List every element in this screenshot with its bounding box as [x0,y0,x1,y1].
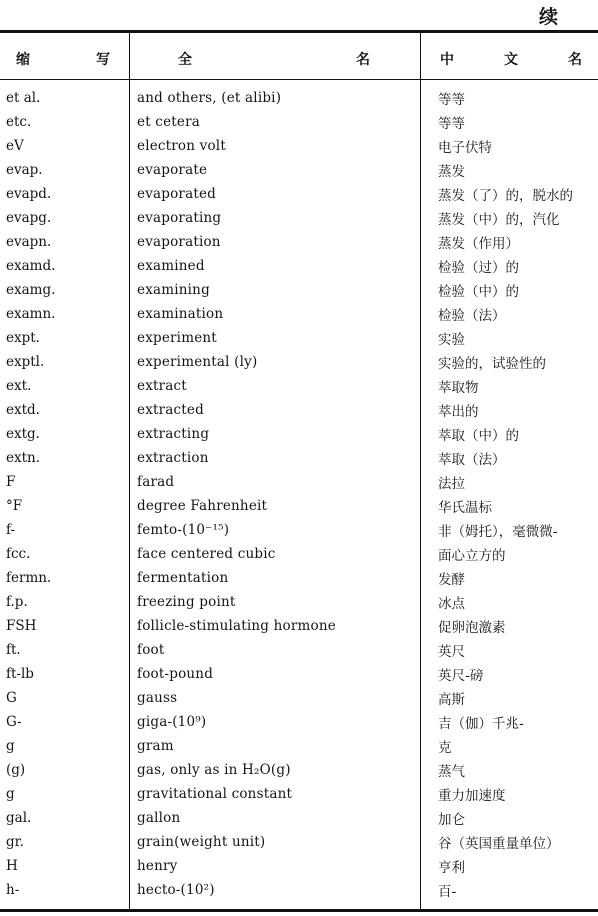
table-row [0,134,598,158]
abbreviation-cell: g [6,786,15,802]
full-name-cell: henry [137,858,178,874]
abbreviation-cell: H [6,858,18,874]
table-row [0,254,598,278]
chinese-name-cell: 等等 [438,92,465,108]
full-name-cell: extraction [137,450,209,466]
table-row [0,878,598,902]
abbreviation-cell: examn. [6,306,56,322]
abbreviation-cell: f- [6,522,16,538]
chinese-name-cell: 萃出的 [438,404,479,420]
chinese-name-cell: 英尺-磅 [438,668,484,684]
chinese-name-cell: 高斯 [438,692,465,708]
full-name-cell: gallon [137,810,181,826]
full-name-cell: farad [137,474,175,490]
table-row [0,806,598,830]
chinese-name-cell: 华氏温标 [438,500,492,516]
full-name-cell: extract [137,378,187,394]
table-row [0,422,598,446]
full-name-cell: evaporation [137,234,221,250]
abbreviation-cell: etc. [6,114,32,130]
full-name-cell: and others, (et alibi) [137,90,282,106]
chinese-name-cell: 百- [438,884,457,900]
chinese-name-cell: 检验（法） [438,308,506,324]
full-name-cell: examined [137,258,205,274]
abbreviation-cell: G [6,690,17,706]
chinese-name-cell: 蒸发（中）的，汽化 [438,212,560,228]
full-name-cell: evaporated [137,186,216,202]
table-row [0,326,598,350]
chinese-name-cell: 蒸发 [438,164,465,180]
full-name-cell: et cetera [137,114,200,130]
table-row [0,854,598,878]
table-row [0,710,598,734]
chinese-name-cell: 检验（过）的 [438,260,519,276]
full-name-cell: foot [137,642,165,658]
table-row [0,86,598,110]
table-row [0,350,598,374]
table-row [0,590,598,614]
chinese-name-cell: 非（姆托），毫微微- [438,524,558,540]
table-row [0,614,598,638]
chinese-name-cell: 检验（中）的 [438,284,519,300]
abbreviation-cell: ext. [6,378,32,394]
abbreviation-cell: ft. [6,642,21,658]
full-name-cell: evaporating [137,210,222,226]
chinese-name-cell: 萃取（法） [438,452,506,468]
full-name-cell: fermentation [137,570,229,586]
chinese-name-cell: 蒸气 [438,764,465,780]
abbreviation-cell: fcc. [6,546,31,562]
table-bottom-rule [0,909,598,912]
abbreviation-cell: F [6,474,16,490]
abbreviation-cell: exptl. [6,354,45,370]
abbreviation-cell: fermn. [6,570,52,586]
table-row [0,374,598,398]
chinese-name-cell: 电子伏特 [438,140,492,156]
full-name-cell: degree Fahrenheit [137,498,268,514]
full-name-cell: extracted [137,402,204,418]
full-name-cell: experiment [137,330,217,346]
header-rule [0,79,598,80]
header-abbr-char-2: 写 [96,52,110,68]
table-body [0,86,598,902]
abbreviation-cell: extn. [6,450,41,466]
table-row [0,782,598,806]
full-name-cell: examining [137,282,210,298]
table-row [0,278,598,302]
abbreviation-cell: examg. [6,282,56,298]
chinese-name-cell: 加仑 [438,812,465,828]
table-row [0,230,598,254]
table-row [0,542,598,566]
chinese-name-cell: 实验 [438,332,465,348]
chinese-name-cell: 面心立方的 [438,548,506,564]
table-row [0,566,598,590]
abbreviation-cell: ft-lb [6,666,34,682]
abbreviation-cell: °F [6,498,23,514]
table-row [0,110,598,134]
chinese-name-cell: 英尺 [438,644,465,660]
chinese-name-cell: 发酵 [438,572,465,588]
abbreviation-cell: f.p. [6,594,28,610]
full-name-cell: gas, only as in H₂O(g) [137,762,291,778]
header-cn-char-1: 中 [440,52,454,68]
abbreviation-cell: FSH [6,618,37,634]
header-abbr-char-1: 缩 [16,52,30,68]
abbreviation-cell: extd. [6,402,40,418]
abbreviation-cell: evap. [6,162,43,178]
header-full-char-2: 名 [356,52,370,68]
header-full-char-1: 全 [178,52,192,68]
full-name-cell: follicle-stimulating hormone [137,618,336,634]
chinese-name-cell: 亨利 [438,860,465,876]
full-name-cell: face centered cubic [137,546,276,562]
full-name-cell: femto-(10⁻¹⁵) [137,522,230,538]
abbreviation-cell: evapg. [6,210,52,226]
full-name-cell: electron volt [137,138,226,154]
table-row [0,182,598,206]
abbreviation-cell: (g) [6,762,26,778]
full-name-cell: experimental (ly) [137,354,258,370]
abbreviation-cell: extg. [6,426,40,442]
table-row [0,494,598,518]
full-name-cell: gravitational constant [137,786,293,802]
full-name-cell: hecto-(10²) [137,882,215,898]
abbreviation-cell: G- [6,714,22,730]
table-row [0,638,598,662]
abbreviation-cell: evapn. [6,234,52,250]
abbreviation-cell: h- [6,882,20,898]
chinese-name-cell: 促卵泡激素 [438,620,506,636]
table-row [0,830,598,854]
abbreviation-cell: evapd. [6,186,52,202]
header-cn-char-3: 名 [568,52,582,68]
chinese-name-cell: 等等 [438,116,465,132]
table-top-rule [0,30,598,33]
table-row [0,158,598,182]
chinese-name-cell: 蒸发（了）的，脱水的 [438,188,573,204]
full-name-cell: examination [137,306,224,322]
full-name-cell: grain(weight unit) [137,834,266,850]
table-row [0,446,598,470]
full-name-cell: foot-pound [137,666,214,682]
table-row [0,470,598,494]
full-name-cell: evaporate [137,162,208,178]
chinese-name-cell: 重力加速度 [438,788,506,804]
table-row [0,686,598,710]
header-cn-char-2: 文 [504,52,518,68]
abbreviation-cell: g [6,738,15,754]
full-name-cell: gram [137,738,174,754]
abbreviation-cell: gr. [6,834,24,850]
full-name-cell: extracting [137,426,210,442]
abbreviation-cell: et al. [6,90,41,106]
abbreviation-cell: gal. [6,810,32,826]
table-row [0,734,598,758]
abbreviation-cell: eV [6,138,24,154]
chinese-name-cell: 法拉 [438,476,465,492]
table-row [0,206,598,230]
chinese-name-cell: 克 [438,740,452,756]
chinese-name-cell: 萃取（中）的 [438,428,519,444]
table-row [0,758,598,782]
chinese-name-cell: 实验的，试验性的 [438,356,546,372]
full-name-cell: freezing point [137,594,236,610]
continuation-label: 续 [538,6,558,28]
chinese-name-cell: 蒸发（作用） [438,236,519,252]
chinese-name-cell: 谷（英国重量单位） [438,836,560,852]
table-row [0,662,598,686]
full-name-cell: giga-(10⁹) [137,714,207,730]
chinese-name-cell: 吉（伽）千兆- [438,716,524,732]
full-name-cell: gauss [137,690,178,706]
abbreviation-cell: examd. [6,258,56,274]
table-row [0,302,598,326]
chinese-name-cell: 冰点 [438,596,465,612]
table-row [0,398,598,422]
table-row [0,518,598,542]
abbreviation-cell: expt. [6,330,40,346]
chinese-name-cell: 萃取物 [438,380,479,396]
abbreviation-table [0,86,598,902]
